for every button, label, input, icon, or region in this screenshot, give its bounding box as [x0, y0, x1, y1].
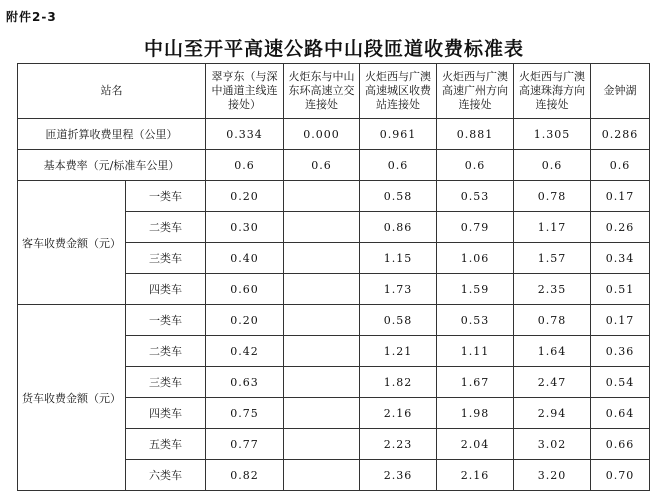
table-cell: 2.16 [360, 398, 437, 429]
mileage-row [18, 119, 650, 150]
table-cell: 0.51 [591, 274, 650, 305]
table-cell: 3.20 [514, 460, 591, 491]
vehicle-class: 四类车 [126, 274, 206, 305]
table-cell: 1.21 [360, 336, 437, 367]
table-cell: 1.64 [514, 336, 591, 367]
table-cell: 0.75 [206, 398, 284, 429]
base-rate-label: 基本费率（元/标准车公里） [18, 150, 206, 181]
group-label: 货车收费金额（元） [18, 305, 126, 491]
table-cell: 0.53 [437, 181, 514, 212]
table-cell: 0.66 [591, 429, 650, 460]
table-cell [284, 243, 360, 274]
vehicle-class: 五类车 [126, 429, 206, 460]
table-cell [284, 336, 360, 367]
vehicle-class: 二类车 [126, 336, 206, 367]
table-cell: 0.78 [514, 305, 591, 336]
table-cell: 1.67 [437, 367, 514, 398]
table-cell: 1.82 [360, 367, 437, 398]
vehicle-class: 三类车 [126, 367, 206, 398]
group-label: 客车收费金额（元） [18, 181, 126, 305]
table-cell: 0.6 [360, 150, 437, 181]
vehicle-class: 一类车 [126, 305, 206, 336]
column-header: 金钟湖 [591, 64, 650, 119]
table-cell: 0.70 [591, 460, 650, 491]
station-header: 站名 [18, 64, 206, 119]
table-cell: 2.23 [360, 429, 437, 460]
table-cell: 0.58 [360, 181, 437, 212]
table-cell: 0.6 [591, 150, 650, 181]
table-cell: 1.11 [437, 336, 514, 367]
vehicle-class: 二类车 [126, 212, 206, 243]
page-title: 中山至开平高速公路中山段匝道收费标准表 [143, 38, 524, 60]
table-cell: 0.20 [206, 305, 284, 336]
table-cell: 0.82 [206, 460, 284, 491]
table-cell: 2.94 [514, 398, 591, 429]
table-cell: 0.30 [206, 212, 284, 243]
column-header: 翠亨东（与深中通道主线连接处） [206, 64, 284, 119]
table-cell: 0.6 [284, 150, 360, 181]
table-row [18, 181, 650, 212]
vehicle-class: 三类车 [126, 243, 206, 274]
table-cell: 0.63 [206, 367, 284, 398]
table-cell: 2.35 [514, 274, 591, 305]
table-cell: 0.34 [591, 243, 650, 274]
table-cell: 0.961 [360, 119, 437, 150]
table-cell: 0.334 [206, 119, 284, 150]
table-cell: 2.04 [437, 429, 514, 460]
base-rate-row [18, 150, 650, 181]
vehicle-class: 六类车 [126, 460, 206, 491]
table-cell: 2.36 [360, 460, 437, 491]
table-cell: 0.6 [437, 150, 514, 181]
column-header: 火炬西与广澳高速城区收费站连接处 [360, 64, 437, 119]
table-cell: 0.6 [206, 150, 284, 181]
table-cell [284, 305, 360, 336]
table-cell [284, 274, 360, 305]
fee-table [17, 63, 650, 491]
table-cell: 0.17 [591, 181, 650, 212]
vehicle-class: 四类车 [126, 398, 206, 429]
table-cell: 0.58 [360, 305, 437, 336]
table-cell: 0.40 [206, 243, 284, 274]
table-cell: 1.305 [514, 119, 591, 150]
table-cell: 0.53 [437, 305, 514, 336]
table-cell: 0.54 [591, 367, 650, 398]
table-cell: 1.17 [514, 212, 591, 243]
table-cell: 0.26 [591, 212, 650, 243]
table-cell: 0.86 [360, 212, 437, 243]
attachment-label: 附件2-3 [6, 10, 57, 24]
table-cell [284, 181, 360, 212]
table-cell: 1.73 [360, 274, 437, 305]
table-cell: 0.20 [206, 181, 284, 212]
table-cell: 0.000 [284, 119, 360, 150]
table-cell [284, 367, 360, 398]
table-cell: 0.6 [514, 150, 591, 181]
table-cell [284, 398, 360, 429]
table-cell [284, 429, 360, 460]
table-row [18, 305, 650, 336]
table-cell: 0.36 [591, 336, 650, 367]
column-header: 火炬东与中山东环高速立交连接处 [284, 64, 360, 119]
table-cell: 2.16 [437, 460, 514, 491]
table-cell: 0.17 [591, 305, 650, 336]
column-header: 火炬西与广澳高速广州方向连接处 [437, 64, 514, 119]
table-cell: 1.57 [514, 243, 591, 274]
table-cell [284, 212, 360, 243]
table-cell: 0.286 [591, 119, 650, 150]
table-cell: 3.02 [514, 429, 591, 460]
table-cell: 0.60 [206, 274, 284, 305]
table-cell: 0.79 [437, 212, 514, 243]
table-cell [284, 460, 360, 491]
table-cell: 0.78 [514, 181, 591, 212]
column-header: 火炬西与广澳高速珠海方向连接处 [514, 64, 591, 119]
table-cell: 2.47 [514, 367, 591, 398]
table-cell: 0.881 [437, 119, 514, 150]
vehicle-class: 一类车 [126, 181, 206, 212]
table-cell: 1.06 [437, 243, 514, 274]
table-cell: 0.77 [206, 429, 284, 460]
header-row [18, 64, 650, 119]
table-cell: 0.42 [206, 336, 284, 367]
table-cell: 0.64 [591, 398, 650, 429]
table-cell: 1.15 [360, 243, 437, 274]
table-cell: 1.98 [437, 398, 514, 429]
mileage-label: 匝道折算收费里程（公里） [18, 119, 206, 150]
table-cell: 1.59 [437, 274, 514, 305]
